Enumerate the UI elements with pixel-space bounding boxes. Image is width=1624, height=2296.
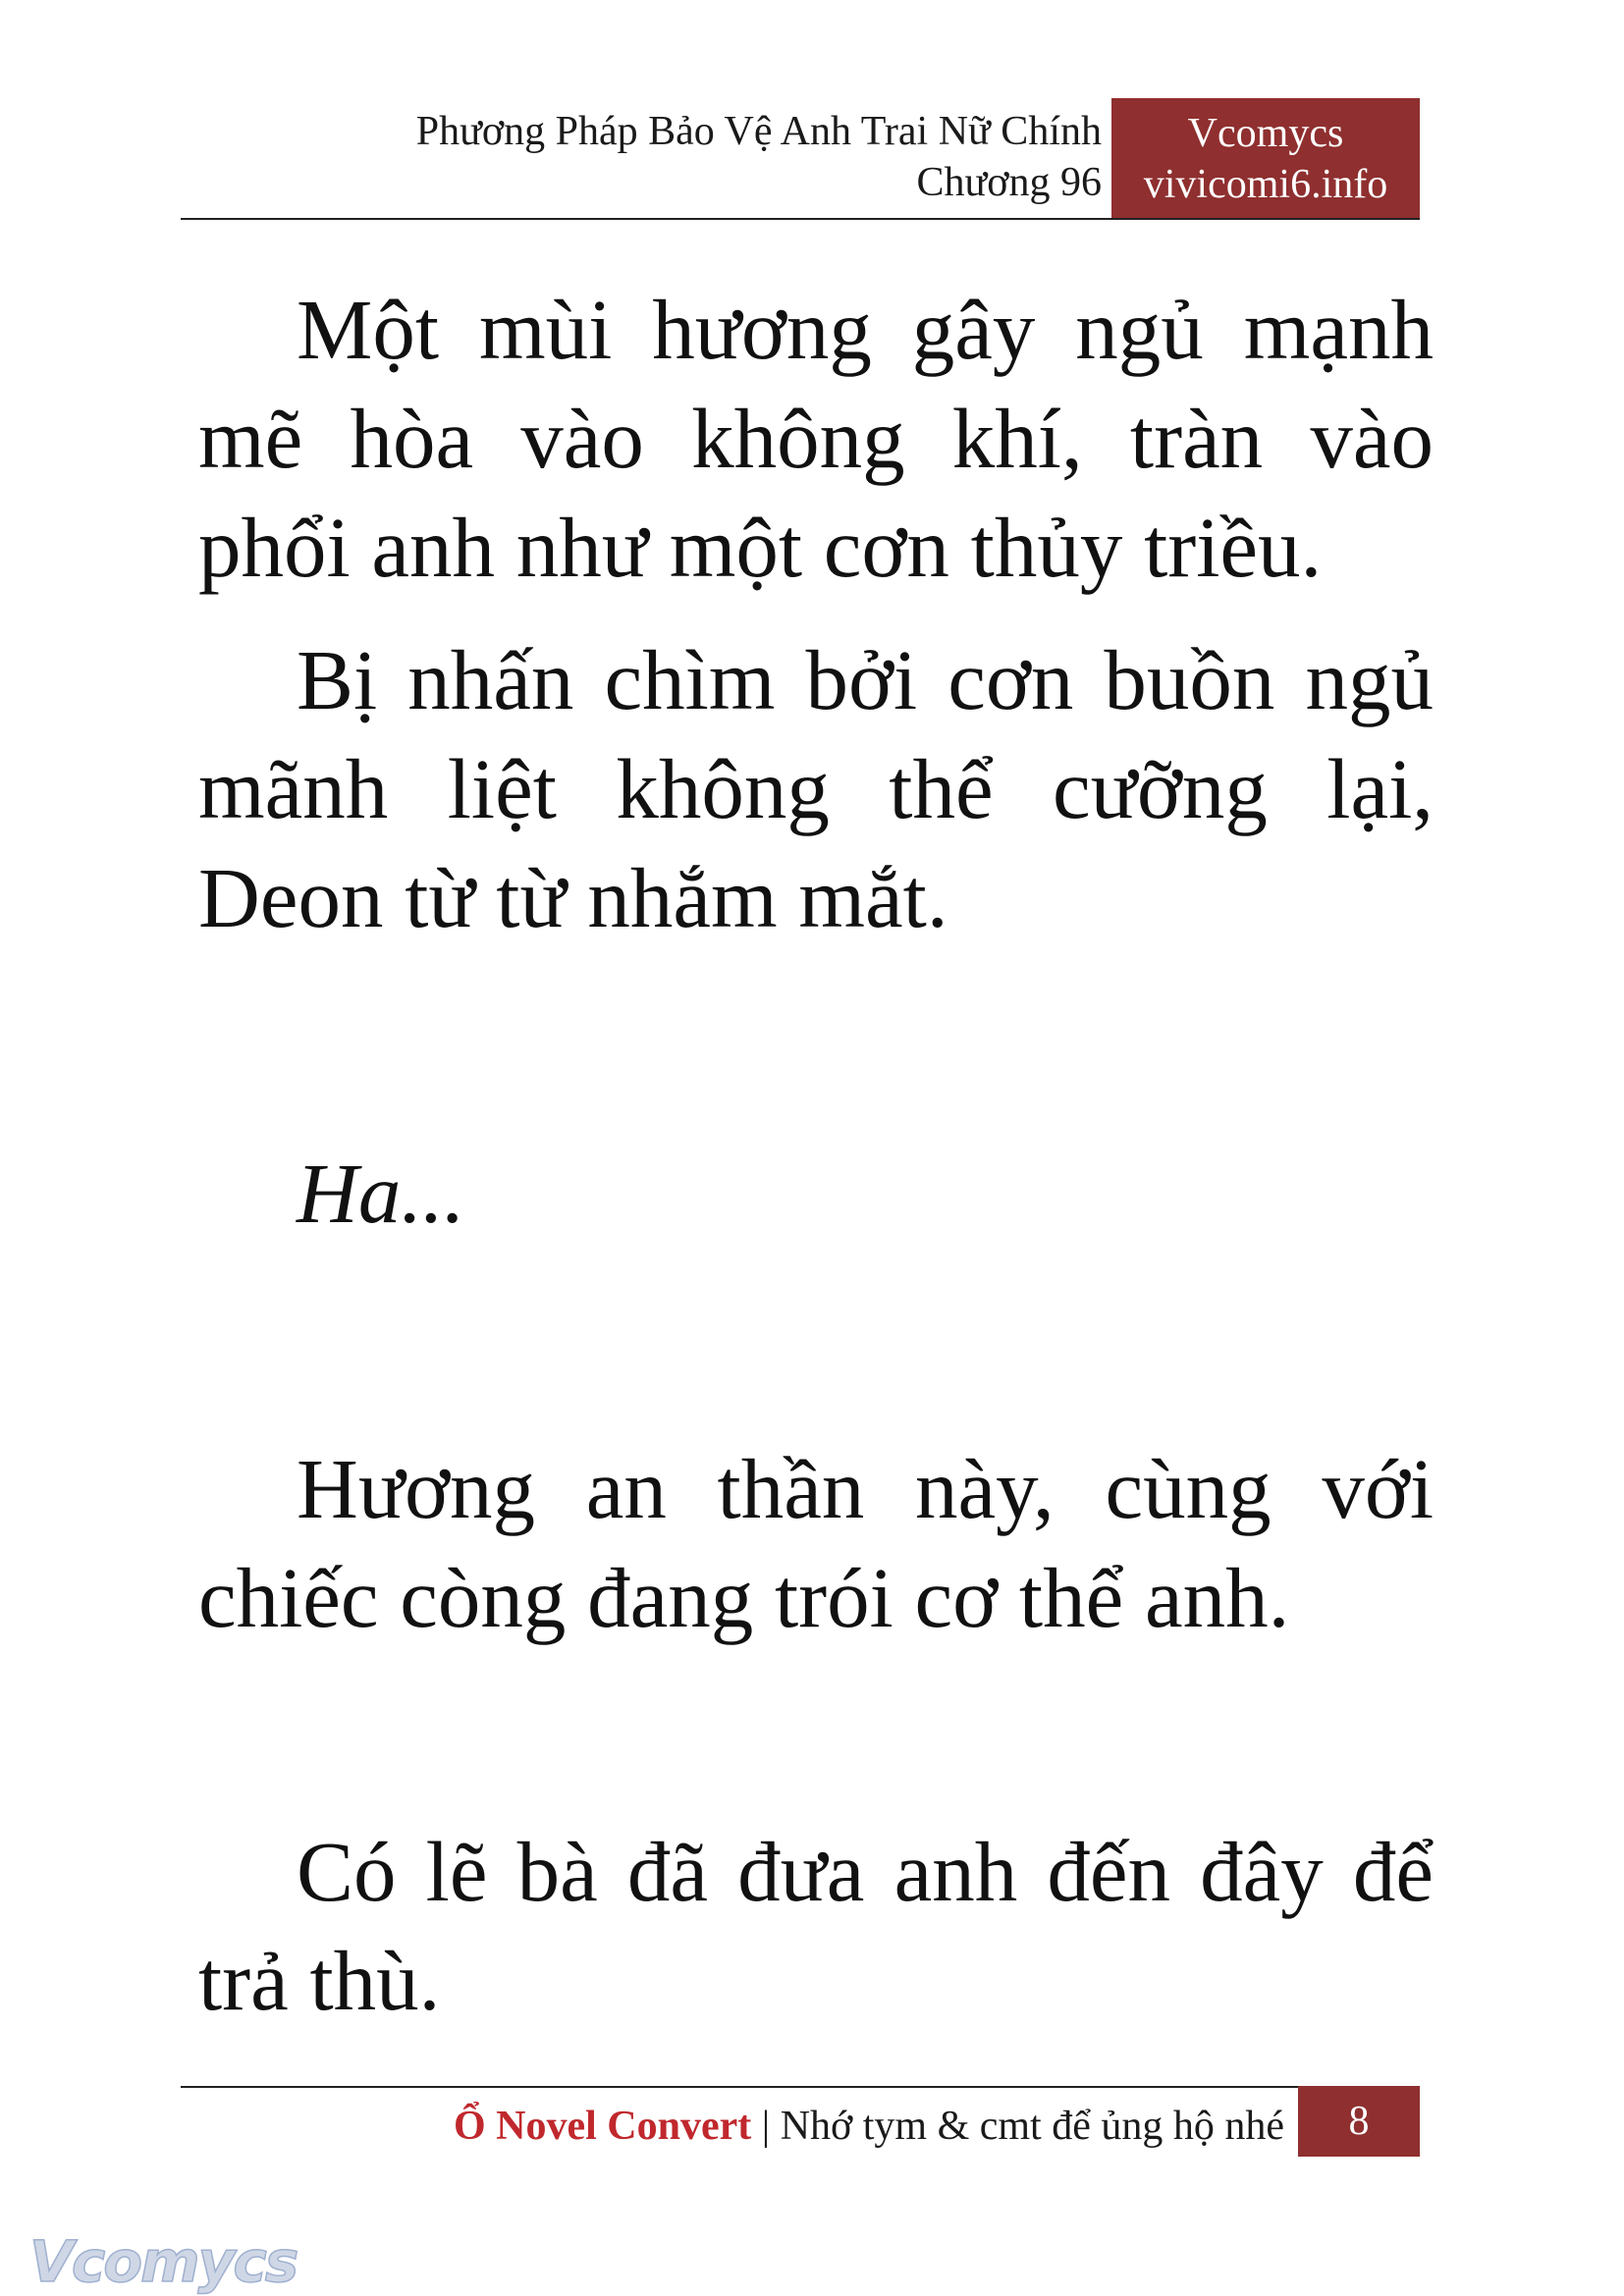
footer-message: Nhớ tym & cmt để ủng hộ nhé <box>780 2104 1284 2149</box>
page-number: 8 <box>1298 2086 1420 2157</box>
footer-divider <box>181 2086 1300 2088</box>
site-badge <box>1111 98 1420 220</box>
watermark-logo: Vcomycs <box>29 2228 298 2295</box>
paragraph-2: Bị nhấn chìm bởi cơn buồn ngủ mãnh liệt không thể cưỡng lại, Deon từ từ nhắm mắt. <box>198 632 1434 945</box>
footer-brand: Ổ Novel Convert <box>453 2104 752 2149</box>
site-name: Vcomycs <box>1187 111 1344 156</box>
footer-separator: | <box>751 2104 781 2149</box>
header-divider <box>181 218 1420 220</box>
paragraph-3: Ha... <box>297 1146 465 1241</box>
paragraph-4: Hương an thần này, cùng với chiếc còng đang trói cơ thể anh. <box>198 1441 1434 1645</box>
site-url: vivicomi6.info <box>1143 162 1388 207</box>
chapter-label: Chương 96 <box>916 160 1102 205</box>
page-footer <box>454 2097 1284 2156</box>
page-body <box>198 275 1434 2035</box>
book-title: Phương Pháp Bảo Vệ Anh Trai Nữ Chính <box>415 109 1102 154</box>
paragraph-5: Có lẽ bà đã đưa anh đến đây để trả thù. <box>198 1824 1434 2028</box>
paragraph-1: Một mùi hương gây ngủ mạnh mẽ hòa vào không khí, tràn vào phổi anh như một cơn thủy triều. <box>198 282 1434 595</box>
page-header <box>416 106 1102 208</box>
